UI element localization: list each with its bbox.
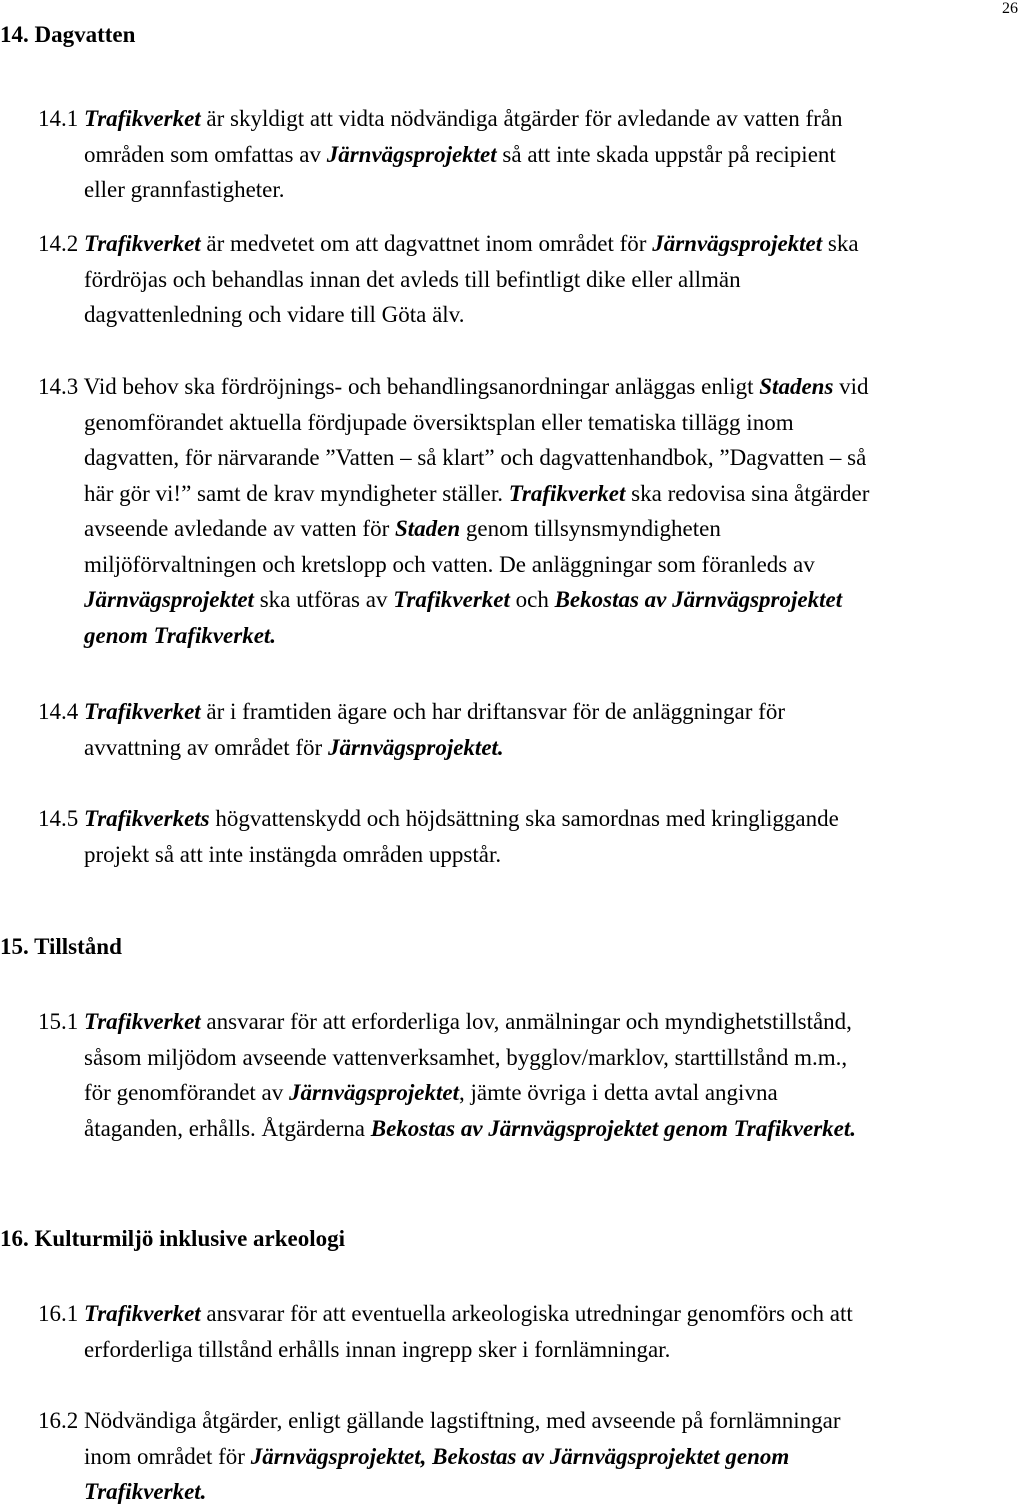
page-number: 26 <box>1002 0 1018 17</box>
emphasized-term: Trafikverket <box>84 106 201 131</box>
text-run: avvattning av området för <box>84 734 328 760</box>
text-run: genomförandet aktuella fördjupade översiktsplan eller tematiska tillägg inom <box>84 409 794 435</box>
emphasized-term: Trafikverket <box>508 480 626 506</box>
paragraph-line <box>38 262 1024 298</box>
text-run: 14.4 <box>38 699 84 724</box>
text-run: ska utföras av <box>253 587 394 612</box>
text-run: ska <box>822 231 859 256</box>
text-run: 14.1 <box>38 106 84 131</box>
paragraph-line <box>38 137 1024 173</box>
text-run: 16.1 <box>38 1301 84 1326</box>
text-run: eller grannfastigheter. <box>84 177 285 202</box>
text-run: åtaganden, erhålls. Åtgärderna <box>84 1115 371 1141</box>
paragraph <box>38 369 1024 653</box>
paragraph-line <box>38 476 1024 512</box>
emphasized-term: Staden <box>394 516 461 541</box>
paragraph-line <box>38 101 1024 137</box>
emphasized-term: Trafikverket <box>84 1301 201 1326</box>
paragraph-line <box>38 369 1024 405</box>
text-run: områden som omfattas av <box>84 141 327 167</box>
paragraph-line <box>38 1111 1024 1147</box>
text-run: för genomförandet av <box>84 1080 290 1105</box>
text-run: fördröjas och behandlas innan det avleds till befintligt dike eller allmän <box>84 266 741 292</box>
paragraph-line <box>38 618 1024 654</box>
emphasized-term: Trafikverkets <box>84 806 210 831</box>
paragraph-line <box>38 405 1024 441</box>
paragraph <box>38 101 1024 208</box>
paragraph-line <box>38 511 1024 547</box>
paragraph-line <box>38 837 1024 873</box>
paragraph <box>38 1296 1024 1367</box>
emphasized-term: Bekostas av Järnvägsprojektet <box>554 587 843 612</box>
text-run: , jämte övriga i detta avtal angivna <box>458 1080 778 1105</box>
emphasized-term: Trafikverket. <box>84 1479 207 1504</box>
emphasized-term: Stadens <box>759 374 834 399</box>
emphasized-term: Trafikverket <box>84 231 201 256</box>
emphasized-term: Trafikverket <box>393 587 510 612</box>
emphasized-term: Järnvägsprojektet <box>84 587 254 612</box>
paragraph-line <box>38 1474 1024 1510</box>
emphasized-term: Trafikverket <box>84 699 201 724</box>
paragraph-line <box>38 547 1024 583</box>
emphasized-term: genom Trafikverket. <box>84 622 277 648</box>
emphasized-term: Trafikverket <box>84 1009 201 1034</box>
text-run: ska redovisa sina åtgärder <box>625 480 870 506</box>
text-run: 14.5 <box>38 806 84 831</box>
paragraph-line <box>38 440 1024 476</box>
text-run: 14.3 Vid behov ska fördröjnings- och behandlingsanordningar anläggas enligt <box>38 374 760 399</box>
section-heading: 16. Kulturmiljö inklusive arkeologi <box>0 1226 346 1251</box>
text-run: är skyldigt att vidta nödvändiga åtgärder för avledande av vatten från <box>200 106 843 131</box>
paragraph-line <box>38 801 1024 837</box>
paragraph-line <box>38 730 1024 766</box>
paragraph-line <box>38 694 1024 730</box>
paragraph <box>38 801 1024 872</box>
text-run: dagvatten, för närvarande ”Vatten – så klart” och dagvattenhandbok, ”Dagvatten – så <box>84 445 867 470</box>
emphasized-term: Järnvägsprojektet, Bekostas av Järnvägsprojektet genom <box>250 1443 790 1469</box>
text-run: 14.2 <box>38 231 84 256</box>
paragraph <box>38 1403 1024 1510</box>
text-run: inom området för <box>84 1443 251 1469</box>
paragraph-line <box>38 1439 1024 1475</box>
paragraph-line <box>38 1332 1024 1368</box>
paragraph <box>38 1004 1024 1146</box>
paragraph <box>38 694 1024 765</box>
text-run: vid <box>833 374 869 399</box>
text-run: är i framtiden ägare och har driftansvar för de anläggningar för <box>200 699 785 724</box>
text-run: högvattenskydd och höjdsättning ska samordnas med kringliggande <box>209 806 839 831</box>
paragraph-line <box>38 1004 1024 1040</box>
paragraph-line <box>38 172 1024 208</box>
emphasized-term: Järnvägsprojektet <box>289 1080 459 1105</box>
paragraph-line <box>38 297 1024 333</box>
text-run: dagvattenledning och vidare till Göta älv. <box>84 302 465 327</box>
text-run: ansvarar för att eventuella arkeologiska utredningar genomförs och att <box>200 1301 853 1326</box>
emphasized-term: Järnvägsprojektet. <box>327 734 504 760</box>
text-run: är medvetet om att dagvattnet inom området för <box>200 231 653 256</box>
text-run: så att inte skada uppstår på recipient <box>496 141 836 167</box>
text-run: erforderliga tillstånd erhålls innan ingrepp sker i fornlämningar. <box>84 1336 671 1362</box>
text-run: 16.2 Nödvändiga åtgärder, enligt gällande lagstiftning, med avseende på fornlämningar <box>38 1408 841 1433</box>
text-run: ansvarar för att erforderliga lov, anmälningar och myndighetstillstånd, <box>200 1009 852 1034</box>
emphasized-term: Järnvägsprojektet <box>652 231 823 256</box>
paragraph-line <box>38 1075 1024 1111</box>
text-run: och <box>509 587 555 612</box>
text-run: såsom miljödom avseende vattenverksamhet, bygglov/marklov, starttillstånd m.m., <box>84 1044 848 1070</box>
text-run: projekt så att inte instängda områden uppstår. <box>84 841 502 867</box>
text-run: 15.1 <box>38 1009 84 1034</box>
paragraph-line <box>38 582 1024 618</box>
text-run: miljöförvaltningen och kretslopp och vatten. De anläggningar som föranleds av <box>84 551 815 577</box>
section-heading: 15. Tillstånd <box>0 934 122 959</box>
paragraph-line <box>38 1296 1024 1332</box>
text-run: här gör vi!” samt de krav myndigheter ställer. <box>84 480 509 506</box>
section-heading: 14. Dagvatten <box>0 22 136 47</box>
paragraph-line <box>38 1403 1024 1439</box>
paragraph-line <box>38 1040 1024 1076</box>
text-run: genom tillsynsmyndigheten <box>460 516 721 541</box>
emphasized-term: Bekostas av Järnvägsprojektet genom Trafikverket. <box>370 1115 857 1141</box>
paragraph-line <box>38 226 1024 262</box>
text-run: avseende avledande av vatten för <box>84 516 395 541</box>
paragraph <box>38 226 1024 333</box>
emphasized-term: Järnvägsprojektet <box>326 141 497 167</box>
